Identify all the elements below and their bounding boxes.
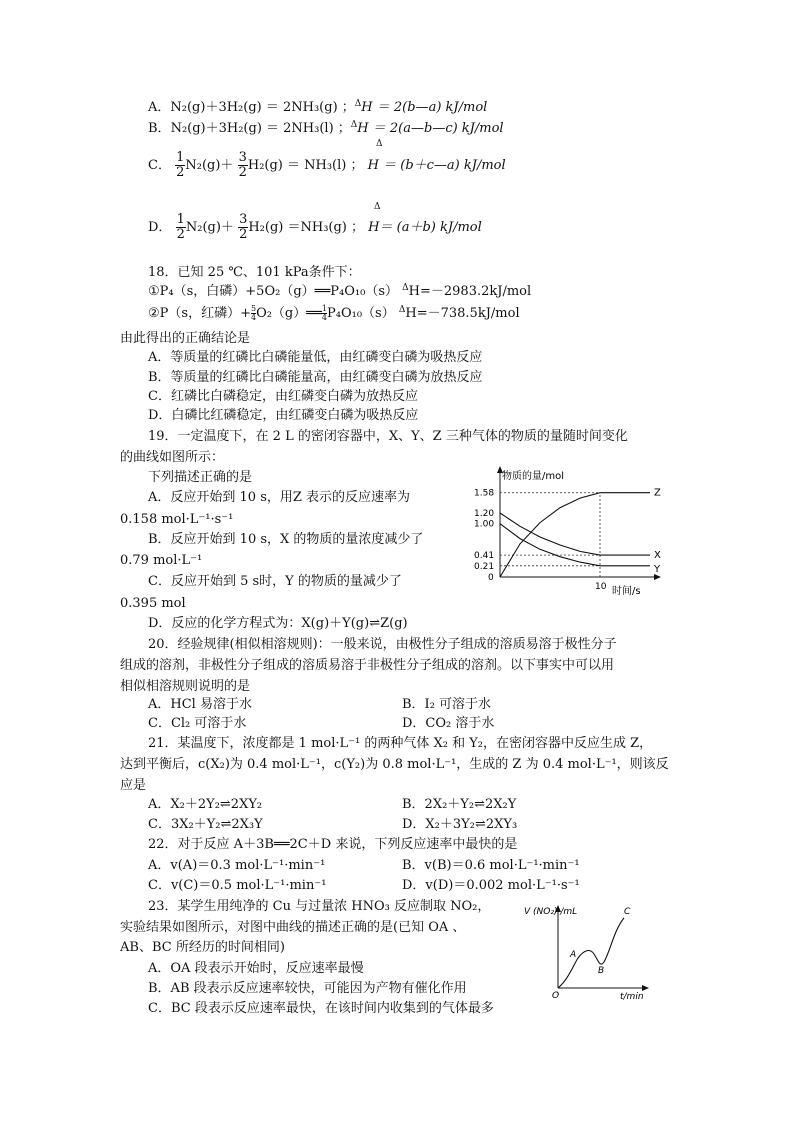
chart1-y-tick-label: 1.20 bbox=[474, 509, 495, 519]
q21-option-d: D．X₂＋3Y₂⇌2XY₃ bbox=[402, 817, 518, 832]
fraction: $\frac{1}{2}$ bbox=[176, 150, 185, 180]
chart2-ylabel: V (NO₂) /mL bbox=[524, 907, 578, 917]
chart1-ylabel: 物质的量/mol bbox=[502, 471, 565, 482]
chart1-y-tick-label: 1.58 bbox=[474, 488, 495, 499]
q22-option-a: A．v(A)＝0.3 mol·L⁻¹·min⁻¹ bbox=[148, 858, 326, 873]
q17-option-a: A．N₂(g)＋3H₂(g) ＝ 2NH₃(g) ；$^\Delta$H ＝ 2(b—a) kJ/mol bbox=[148, 99, 488, 115]
q19-option-b-line2: 0.79 mol·L⁻¹ bbox=[120, 553, 203, 568]
q22-option-b: B．v(B)＝0.6 mol·L⁻¹·min⁻¹ bbox=[402, 858, 580, 873]
q22-option-d: D．v(D)＝0.002 mol·L⁻¹·s⁻¹ bbox=[402, 878, 580, 893]
q23-option-a: A．OA 段表示开始时，反应速率最慢 bbox=[148, 961, 364, 976]
fraction: $\frac{3}{2}$ bbox=[238, 150, 247, 180]
q23-stem-line2: 实验结果如图所示，对图中曲线的描述正确的是(已知 OA 、 bbox=[120, 920, 466, 935]
q23-option-b: B．AB 段表示反应速率较快，可能因为产物有催化作用 bbox=[148, 981, 467, 996]
q19-option-a-line2: 0.158 mol·L⁻¹·s⁻¹ bbox=[120, 512, 234, 527]
chart1-x-tick-label: 10 bbox=[595, 582, 607, 592]
q19-option-a-line1: A．反应开始到 10 s，用Z 表示的反应速率为 bbox=[148, 490, 411, 505]
mole-time-chart bbox=[462, 465, 662, 600]
q22-stem: 22．对于反应 A＋3B══2C＋D 来说，下列反应速率中最快的是 bbox=[148, 837, 518, 852]
q20-stem-line3: 相似相溶规则说明的是 bbox=[120, 679, 251, 694]
chart2-point-a: A bbox=[570, 950, 577, 960]
q19-lead: 下列描述正确的是 bbox=[148, 470, 253, 485]
q19-option-c-line1: C．反应开始到 5 s时，Y 的物质的量减少了 bbox=[148, 574, 402, 589]
q19-option-d: D．反应的化学方程式为：X(g)＋Y(g)⇌Z(g) bbox=[148, 616, 408, 631]
q20-option-b: B．I₂ 可溶于水 bbox=[402, 697, 492, 712]
q20-option-a: A．HCl 易溶于水 bbox=[148, 697, 252, 712]
chart1-y-tick-label: 1.00 bbox=[474, 519, 495, 530]
chart1-series-label-y: Y bbox=[654, 563, 661, 575]
fraction: $\frac{3}{2}$ bbox=[239, 212, 248, 242]
q18-equation-2: ②P（s，红磷）+ $\frac{5}{4}O_2(g)══$ $\frac{1}{4}P_4O_{10}(s)$ $^\Delta$H=－738.5kJ/mol bbox=[148, 304, 520, 322]
q18-equation-1: ①P₄（s，白磷）+5O₂（g）══P₄O₁₀（s） $^\Delta$H=－2983.2kJ/mol bbox=[148, 283, 532, 299]
q23-stem-line3: AB、BC 所经历的时间相同) bbox=[120, 940, 285, 955]
q18-option-b: B．等质量的红磷比白磷能量高，由红磷变白磷为放热反应 bbox=[148, 370, 483, 385]
chart1-y-tick-label: 0.41 bbox=[474, 551, 495, 562]
chart2-point-c: C bbox=[624, 907, 631, 917]
q22-option-c: C．v(C)＝0.5 mol·L⁻¹·min⁻¹ bbox=[148, 878, 327, 893]
q20-stem-line1: 20．经验规律(相似相溶规则)：一般来说，由极性分子组成的溶质易溶于极性分子 bbox=[148, 637, 617, 652]
q18-option-c: C．红磷比白磷稳定，由红磷变白磷为放热反应 bbox=[148, 389, 418, 404]
chart1-series-x bbox=[500, 513, 650, 555]
chart2-point-b: B bbox=[598, 966, 605, 976]
q17-option-d: D． $\frac{1}{2}$ N₂(g)＋ $\frac{3}{2}$ H₂(g) ＝NH₃(g) ； H＝ (a＋b) kJ/mol bbox=[148, 212, 482, 242]
chart2-xlabel: t/min bbox=[620, 992, 644, 1002]
q19-option-b-line1: B．反应开始到 10 s，X 的物质的量浓度减少了 bbox=[148, 532, 424, 547]
q19-stem-line2: 的曲线如图所示： bbox=[120, 450, 225, 465]
q18-option-d: D．白磷比红磷稳定，由红磷变白磷为吸热反应 bbox=[148, 408, 419, 423]
chart2-x-arrow bbox=[642, 985, 649, 991]
q19-option-c-line2: 0.395 mol bbox=[120, 596, 186, 611]
q21-option-a: A．X₂＋2Y₂⇌2XY₂ bbox=[148, 797, 263, 812]
chart1-y-tick-label: 0.21 bbox=[474, 561, 495, 572]
q21-stem-line2: 达到平衡后，c(X₂)为 0.4 mol·L⁻¹，c(Y₂)为 0.8 mol·L⁻¹，生成的 Z 为 0.4 mol·L⁻¹，则该反 bbox=[120, 757, 669, 772]
q17-option-c: C． $\frac{1}{2}$ N₂(g)＋ $\frac{3}{2}$ H₂(g) ＝ NH₃(l) ； H ＝ (b＋c—a) kJ/mol bbox=[148, 150, 506, 180]
fraction: $\frac{1}{2}$ bbox=[176, 212, 185, 242]
q20-option-c: C．Cl₂ 可溶于水 bbox=[148, 716, 247, 731]
chart1-series-label-z: Z bbox=[654, 487, 661, 499]
q17-option-b: B．N₂(g)＋3H₂(g) ＝ 2NH₃(l) ；$^\Delta$H ＝ 2(a—b—c) kJ/mol bbox=[148, 120, 504, 136]
q23-stem-line1: 23．某学生用纯净的 Cu 与过量浓 HNO₃ 反应制取 NO₂， bbox=[148, 899, 491, 914]
q18-lead: 由此得出的正确结论是 bbox=[120, 331, 251, 346]
q23-option-c: C．BC 段表示反应速率最快，在该时间内收集到的气体最多 bbox=[148, 1001, 494, 1016]
q20-option-d: D．CO₂ 溶于水 bbox=[402, 716, 495, 731]
chart2-curve bbox=[558, 918, 624, 988]
q21-option-c: C．3X₂＋Y₂⇌2X₃Y bbox=[148, 817, 263, 832]
q20-stem-line2: 组成的溶剂，非极性分子组成的溶质易溶于非极性分子组成的溶剂。以下事实中可以用 bbox=[120, 658, 615, 673]
chart1-series-z bbox=[500, 493, 650, 577]
q21-stem-line1: 21．某温度下，浓度都是 1 mol·L⁻¹ 的两种气体 X₂ 和 Y₂，在密闭容器中反应生成 Z， bbox=[148, 736, 653, 751]
q19-stem-line1: 19．一定温度下，在 2 L 的密闭容器中，X、Y、Z 三种气体的物质的量随时间变化 bbox=[148, 429, 628, 444]
q18-stem: 18．已知 25 ℃、101 kPa条件下： bbox=[148, 265, 361, 280]
chart1-x-arrow bbox=[654, 574, 661, 580]
chart1-xlabel: 时间/s bbox=[612, 586, 641, 597]
chart1-x-tick-label: 0 bbox=[488, 573, 494, 583]
chart1-series-label-x: X bbox=[654, 550, 661, 562]
chart2-origin-label: O bbox=[552, 991, 560, 1001]
q17-b-delta-mark: Δ bbox=[376, 139, 383, 149]
volume-time-chart bbox=[518, 900, 658, 1002]
q17-c-delta-mark: Δ bbox=[374, 202, 381, 212]
chart1-series-y bbox=[500, 524, 650, 566]
q21-stem-line3: 应是 bbox=[120, 778, 147, 793]
q18-option-a: A．等质量的红磷比白磷能量低，由红磷变白磷为吸热反应 bbox=[148, 350, 483, 365]
q21-option-b: B．2X₂＋Y₂⇌2X₂Y bbox=[402, 797, 517, 812]
